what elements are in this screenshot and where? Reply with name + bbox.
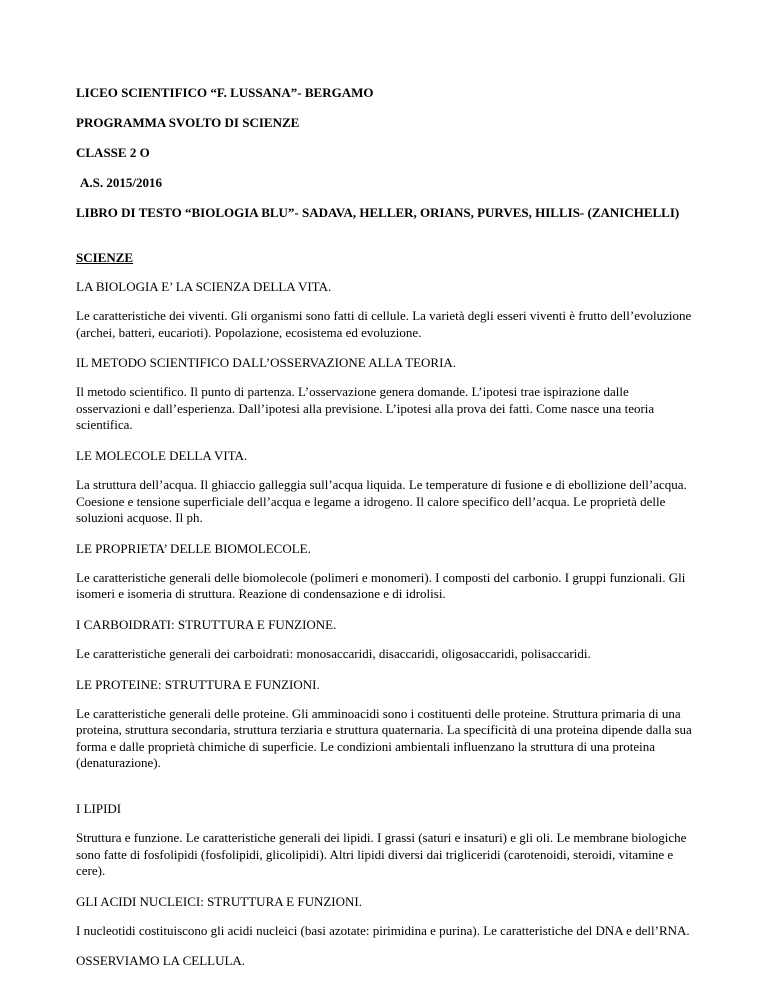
topic-title: LE MOLECOLE DELLA VITA. [76, 447, 248, 463]
program-title: PROGRAMMA SVOLTO DI SCIENZE [76, 115, 300, 130]
topic-title: GLI ACIDI NUCLEICI: STRUTTURA E FUNZIONI. [76, 893, 362, 909]
textbook-line: LIBRO DI TESTO “BIOLOGIA BLU”- SADAVA, HELLER, ORIANS, PURVES, HILLIS- (ZANICHELLI) [76, 205, 680, 220]
topic-text: Le caratteristiche generali dei carboidrati: monosaccaridi, disaccaridi, oligosaccaridi, polisaccaridi. [76, 645, 591, 661]
topic-title: I LIPIDI [76, 800, 122, 816]
school-name: LICEO SCIENTIFICO “F. LUSSANA”- BERGAMO [76, 85, 374, 100]
class-label: CLASSE 2 O [76, 145, 150, 160]
topic-text: Le caratteristiche generali delle biomolecole (polimeri e monomeri). I composti del carbonio. I gruppi funzionali. Gli isomeri e isomeria di struttura. Reazione di condensazione e di idrolisi. [76, 569, 686, 602]
school-year: A.S. 2015/2016 [80, 175, 162, 190]
topic-title: LA BIOLOGIA E’ LA SCIENZA DELLA VITA. [76, 279, 332, 294]
section-title: SCIENZE [76, 250, 134, 265]
topic-title: IL METODO SCIENTIFICO DALL’OSSERVAZIONE ALLA TEORIA. [76, 355, 457, 371]
topic-text: Le caratteristiche dei viventi. Gli organismi sono fatti di cellule. La varietà degli esseri viventi è frutto dell’evoluzione (archei, batteri, eucarioti). Popolazione, ecosistema ed evoluzione. [76, 308, 692, 340]
topic-text: Il metodo scientifico. Il punto di partenza. L’osservazione genera domande. L’ipotesi trae ispirazione dalle osservazioni e dall’esperienza. Dall’ipotesi alla previsione. L’ipotesi alla prova dei fatti. Come nasce una teoria scientifica. [76, 384, 655, 433]
topic-title: LE PROTEINE: STRUTTURA E FUNZIONI. [76, 676, 320, 692]
topic-title: LE PROPRIETA’ DELLE BIOMOLECOLE. [76, 540, 311, 556]
topic-title: OSSERVIAMO LA CELLULA. [76, 953, 246, 969]
topic-text: I nucleotidi costituiscono gli acidi nucleici (basi azotate: pirimidina e purina). Le caratteristiche del DNA e dell’RNA. [76, 922, 690, 938]
topic-text: Struttura e funzione. Le caratteristiche generali dei lipidi. I grassi (saturi e insaturi) e gli oli. Le membrane biologiche sono fatte di fosfolipidi (fosfolipidi, glicolipidi). Altri lipidi diversi dai trigliceridi (carotenoidi, steroidi, vitamine e cere). [76, 829, 687, 879]
topic-text: Le caratteristiche generali delle proteine. Gli amminoacidi sono i costituenti delle proteine. Struttura primaria di una proteina, struttura secondaria, struttura terziaria e struttura quaternaria. La specificità di una proteina dipende dalla sua forma e dalle proprietà chimiche di superficie. Le condizioni ambientali influenzano la struttura di una proteina (denaturazione). [76, 705, 692, 771]
topic-title: I CARBOIDRATI: STRUTTURA E FUNZIONE. [76, 616, 337, 632]
topic-text: La struttura dell’acqua. Il ghiaccio galleggia sull’acqua liquida. Le temperature di fusione e di ebollizione dell’acqua. Coesione e tensione superficiale dell’acqua e legame a idrogeno. Il calore specifico dell’acqua. Le proprietà delle soluzioni acquose. Il ph. [76, 476, 687, 526]
document-page [76, 84, 696, 982]
